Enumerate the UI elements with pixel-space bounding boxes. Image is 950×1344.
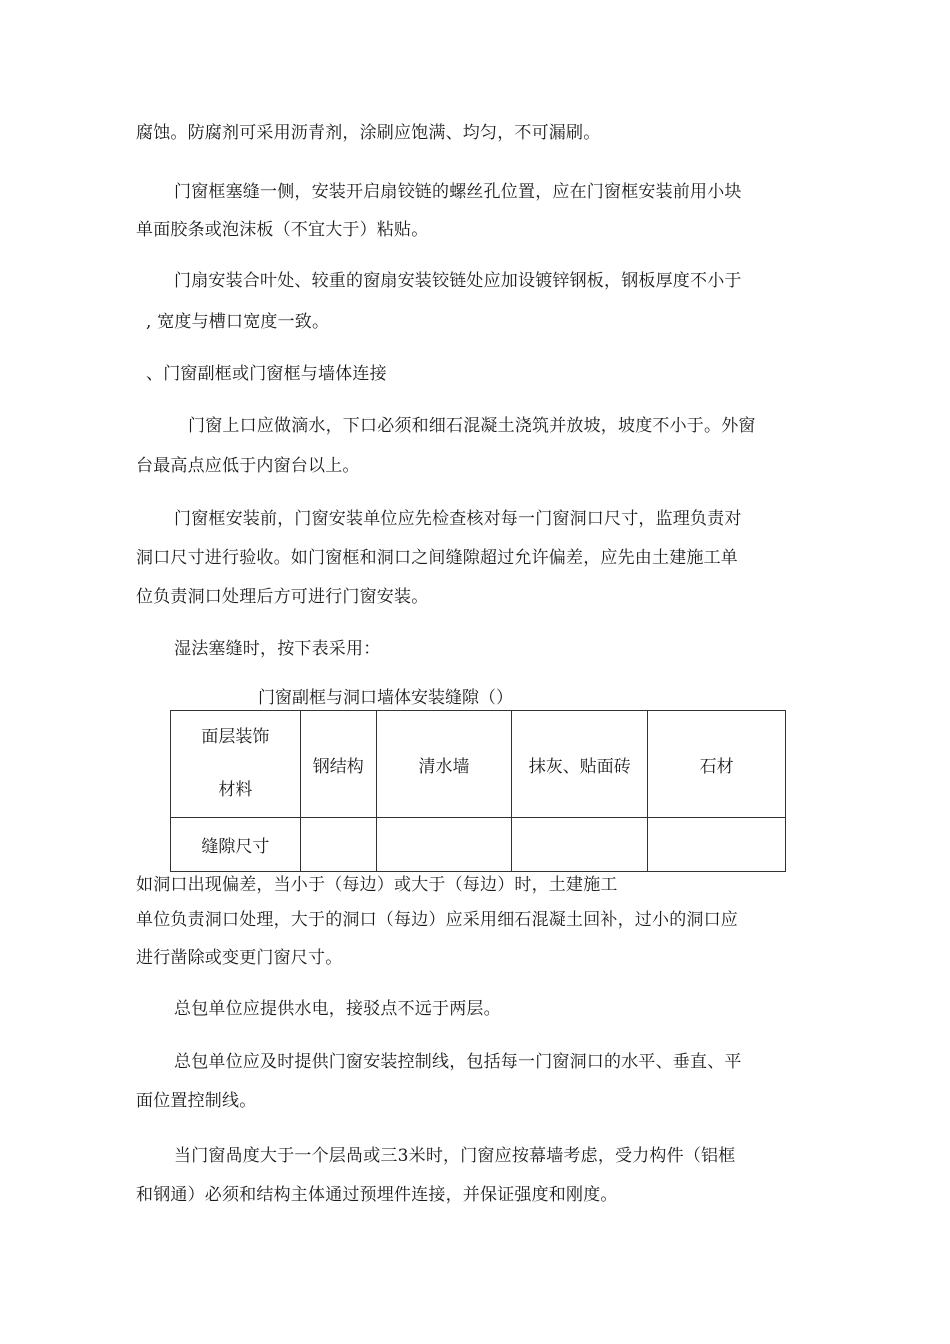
row-label-cell: 缝隙尺寸: [171, 818, 301, 872]
paragraph-line: 和钢通）必须和结构主体通过预埋件连接，并保证强度和刚度。: [136, 1185, 618, 1205]
paragraph-line: 腐蚀。防腐剂可采用沥青剂，涂刷应饱满、均匀，不可漏刷。: [136, 123, 601, 143]
paragraph-line: 总包单位应提供水电，接驳点不远于两层。: [174, 999, 501, 1019]
paragraph-line: 如洞口出现偏差，当小于（每边）或大于（每边）时，土建施工: [136, 875, 618, 895]
paragraph-line: 洞口尺寸进行验收。如门窗框和洞口之间缝隙超过允许偏差，应先由土建施工单: [136, 548, 738, 568]
paragraph-line: 面位置控制线。: [136, 1091, 257, 1111]
paragraph-line: 门扇安装合叶处、较重的窗扇安装铰链处应加设镀锌钢板，钢板厚度不小于: [174, 271, 742, 291]
section-heading: 、门窗副框或门窗框与墙体连接: [146, 364, 387, 384]
gap-table: [170, 710, 786, 872]
paragraph-line: 门窗框塞缝一侧，安装开启扇铰链的螺丝孔位置，应在门窗框安装前用小块: [174, 182, 742, 202]
paragraph-line: 湿法塞缝时，按下表采用：: [174, 639, 381, 659]
paragraph-line: , 宽度与槽口宽度一致。: [146, 312, 330, 332]
paragraph-line: 单位负责洞口处理，大于的洞口（每边）应采用细石混凝土回补，过小的洞口应: [136, 910, 738, 930]
table-row: [171, 818, 786, 872]
value-cell: [376, 818, 512, 872]
value-cell: [300, 818, 376, 872]
paragraph-line: 总包单位应及时提供门窗安装控制线，包括每一门窗洞口的水平、垂直、平: [174, 1052, 742, 1072]
header-cell: 抹灰、贴面砖: [512, 711, 648, 818]
paragraph-line: 进行凿除或变更门窗尺寸。: [136, 948, 343, 968]
table-caption: 门窗副框与洞口墙体安装缝隙（）: [258, 688, 513, 708]
table-header-row: [171, 711, 786, 818]
header-cell-material: [171, 711, 301, 818]
header-cell: 钢结构: [300, 711, 376, 818]
value-cell: [512, 818, 648, 872]
paragraph-line: 门窗上口应做滴水，下口必须和细石混凝土浇筑并放坡，坡度不小于。外窗: [188, 416, 756, 436]
header-cell: 石材: [648, 711, 786, 818]
paragraph-line: 单面胶条或泡沫板（不宜大于）粘贴。: [136, 220, 429, 240]
paragraph-line: 位负责洞口处理后方可进行门窗安装。: [136, 587, 429, 607]
header-material-line1: 面层装饰: [201, 727, 270, 747]
paragraph-line: 当门窗咼度大于一个层咼或三3米时，门窗应按幕墙考虑，受力构件（铝框: [174, 1146, 736, 1166]
header-cell: 清水墙: [376, 711, 512, 818]
paragraph-line: 门窗框安装前，门窗安装单位应先检查核对每一门窗洞口尺寸，监理负责对: [174, 509, 742, 529]
header-material-line2: 材料: [218, 780, 253, 800]
paragraph-line: 台最高点应低于内窗台以上。: [136, 456, 360, 476]
value-cell: [648, 818, 786, 872]
